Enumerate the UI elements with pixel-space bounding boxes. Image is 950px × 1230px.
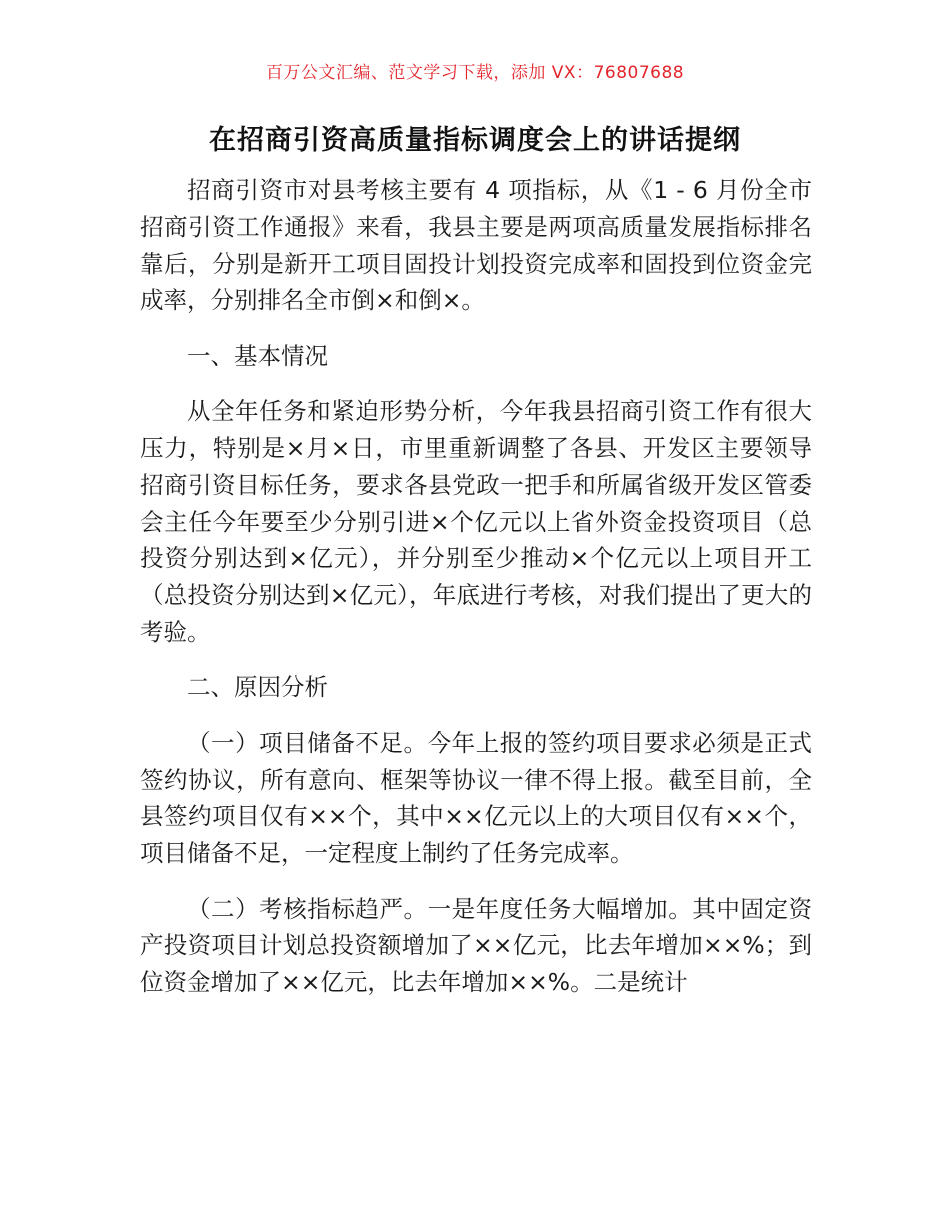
watermark-banner: 百万公文汇编、范文学习下载，添加 VX：76807688 xyxy=(265,63,685,83)
section-heading-basic-situation: 一、基本情况 xyxy=(187,341,328,370)
section-heading-cause-analysis: 二、原因分析 xyxy=(187,673,328,702)
paragraph-basic-situation: 从全年任务和紧迫形势分析，今年我县招商引资工作有很大压力，特别是×月×日，市里重新调整了各县、开发区主要领导招商引资目标任务，要求各县党政一把手和所属省级开发区管委会主任今年要至少分别引进×个亿元以上省外资金投资项目（总投资分别达到×亿元），并分别至少推动×个亿元以上项目开工（总投资分别达到×亿元），年底进行考核，对我们提出了更大的考验。 xyxy=(140,397,812,646)
paragraph-project-reserve: （一）项目储备不足。今年上报的签约项目要求必须是正式签约协议，所有意向、框架等协议一律不得上报。截至目前，全县签约项目仅有××个，其中××亿元以上的大项目仅有××个，项目储备不足，一定程度上制约了任务完成率。 xyxy=(140,728,812,868)
document-body xyxy=(140,172,812,1020)
paragraph-assessment-indicators: （二）考核指标趋严。一是年度任务大幅增加。其中固定资产投资项目计划总投资额增加了××亿元，比去年增加××%；到位资金增加了××亿元，比去年增加××%。二是统计 xyxy=(140,894,812,997)
document-title: 在招商引资高质量指标调度会上的讲话提纲 xyxy=(209,125,741,156)
paragraph-intro: 招商引资市对县考核主要有 4 项指标，从《1 - 6 月份全市招商引资工作通报》来看，我县主要是两项高质量发展指标排名靠后，分别是新开工项目固投计划投资完成率和固投到位资金完成率，分别排名全市倒×和倒×。 xyxy=(140,176,812,315)
